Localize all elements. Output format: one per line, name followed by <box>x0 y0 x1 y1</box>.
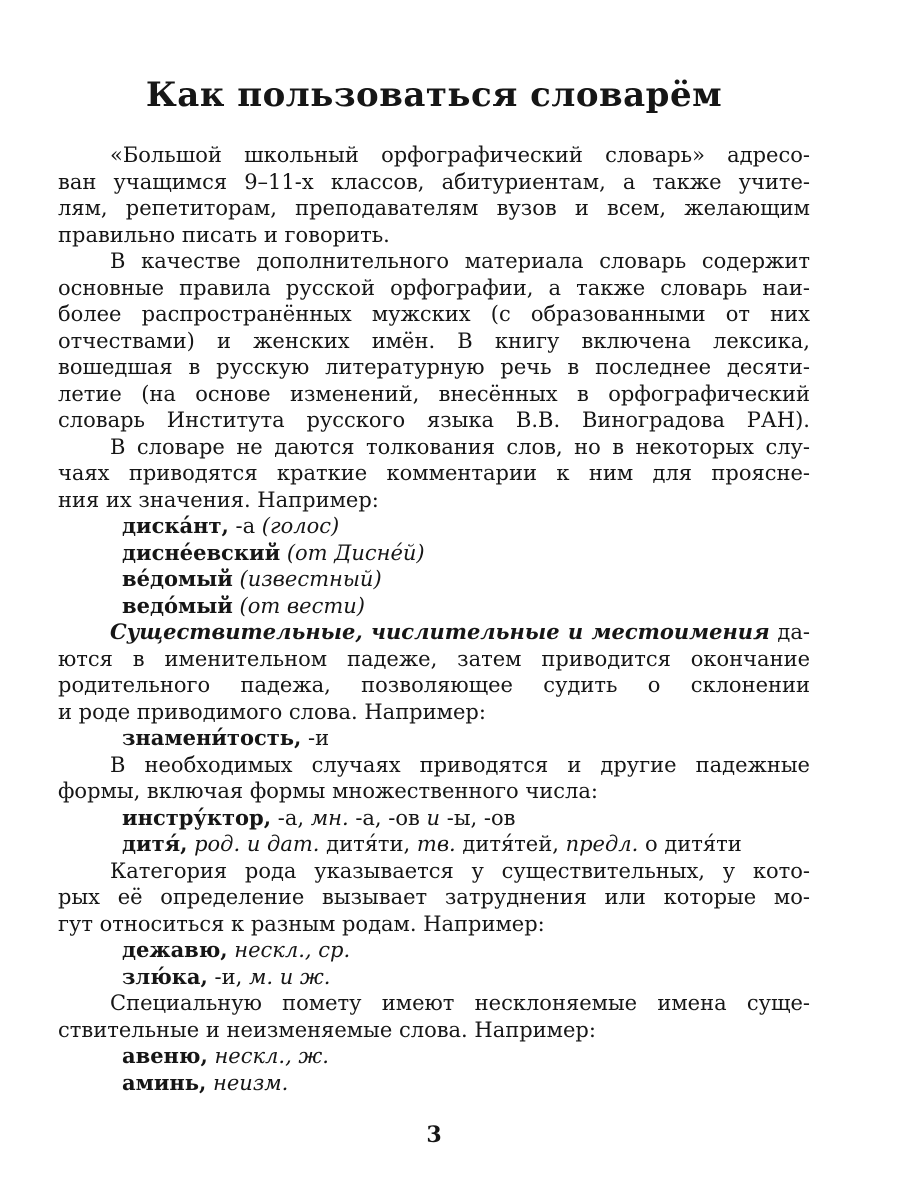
text-segment-b: дитя́, <box>122 831 188 856</box>
text-line <box>58 460 810 487</box>
text-line <box>58 858 810 885</box>
text-segment-r: В необходимых случаях приводятся и другие падежные <box>110 752 810 777</box>
text-segment-i: (от вести) <box>232 593 365 618</box>
paragraph <box>58 858 810 938</box>
example-block <box>58 937 810 990</box>
paragraph <box>58 619 810 725</box>
text-segment-i: (от Дисне́й) <box>280 540 425 565</box>
example-line <box>122 593 810 620</box>
text-line <box>58 990 810 1017</box>
text-line <box>58 407 810 434</box>
example-line <box>122 964 810 991</box>
example-block <box>58 513 810 619</box>
text-segment-r: словарь Института русского языка В.В. Виноградова РАН). <box>58 408 810 432</box>
paragraph <box>58 434 810 514</box>
text-line <box>58 142 810 169</box>
example-line <box>122 805 810 832</box>
text-line <box>58 487 810 514</box>
text-segment-b: злю́ка, <box>122 963 208 989</box>
text-segment-r: ван учащимся 9–11-х классов, абитуриентам, а также учите- <box>58 169 810 194</box>
text-segment-r: Категория рода указывается у существительных, у кото- <box>110 858 810 883</box>
text-segment-r: гут относиться к разным родам. Например: <box>58 911 545 936</box>
text-segment-b: ведо́мый <box>122 592 233 618</box>
text-line <box>58 672 810 699</box>
text-segment-i: (голос) <box>261 514 340 538</box>
text-segment-r: ются в именительном падеже, затем приводится окончание <box>58 646 810 671</box>
text-line <box>58 328 810 355</box>
text-segment-r: дитя́тей, <box>455 832 566 856</box>
text-line <box>58 301 810 328</box>
text-segment-r: «Большой школьный орфографический словарь» адресо- <box>110 143 810 167</box>
example-block <box>58 805 810 858</box>
text-line <box>58 222 810 249</box>
text-segment-r: более распространённых мужских (с образованными от них <box>58 302 810 326</box>
text-segment-i: нескл., ср. <box>227 938 351 962</box>
text-line <box>58 354 810 381</box>
text-segment-r: -а, -ов <box>348 805 427 830</box>
text-segment-i: м. и ж. <box>248 964 331 989</box>
example-line <box>122 540 810 567</box>
example-block <box>58 1043 810 1096</box>
text-segment-r: летие (на основе изменений, внесённых в орфографический <box>58 381 810 406</box>
text-segment-r: рых её определение вызывает затруднения или которые мо- <box>58 885 810 909</box>
text-segment-r: о дитя́ти <box>638 832 742 856</box>
text-segment-r: Специальную помету имеют несклоняемые имена суще- <box>110 991 810 1015</box>
text-segment-i: тв. <box>416 832 456 856</box>
paragraph <box>58 142 810 248</box>
text-line <box>58 248 810 275</box>
text-segment-b: знамени́тость, <box>122 725 302 750</box>
page-number: 3 <box>426 1122 442 1148</box>
text-segment-r: -и <box>301 726 330 750</box>
text-segment-r: да- <box>769 620 810 644</box>
text-segment-i: и <box>426 805 441 830</box>
paragraph <box>58 248 810 434</box>
text-segment-b: дежавю, <box>122 937 228 962</box>
text-segment-r: -и, <box>207 964 249 989</box>
text-segment-r: -а <box>228 514 262 538</box>
text-segment-i: мн. <box>310 805 349 830</box>
example-line <box>122 1070 810 1097</box>
text-segment-r: правильно писать и говорить. <box>58 222 390 247</box>
text-segment-b: дисне́евский <box>122 539 281 565</box>
text-segment-r: чаях приводятся краткие комментарии к ним для проясне- <box>58 461 810 485</box>
text-segment-r: основные правила русской орфографии, а также словарь наи- <box>58 275 810 300</box>
text-line <box>58 275 810 302</box>
text-segment-r: лям, репетиторам, преподавателям вузов и всем, желающим <box>58 196 810 220</box>
text-line <box>58 1017 810 1044</box>
text-segment-r: родительного падежа, позволяющее судить о склонении <box>58 673 810 697</box>
text-segment-b: ве́домый <box>122 566 233 591</box>
text-segment-i: нескл., ж. <box>207 1044 329 1068</box>
text-segment-b: диска́нт, <box>122 513 229 538</box>
example-line <box>122 937 810 964</box>
example-line <box>122 831 810 858</box>
text-segment-r: дитя́ти, <box>319 832 417 856</box>
text-segment-r: В качестве дополнительного материала словарь содержит <box>110 249 810 273</box>
page-title: Как пользоваться словарём <box>145 75 723 115</box>
text-segment-b: инстру́ктор, <box>122 804 272 830</box>
paragraph <box>58 990 810 1043</box>
text-segment-b: авеню, <box>122 1043 208 1068</box>
example-line <box>122 513 810 540</box>
example-block <box>58 725 810 752</box>
text-segment-i: предл. <box>565 832 639 856</box>
text-segment-r: ния их значения. Например: <box>58 487 379 512</box>
example-line <box>122 1043 810 1070</box>
text-segment-b: аминь, <box>122 1069 207 1095</box>
example-line <box>122 725 810 752</box>
text-segment-r: -а, <box>271 805 311 830</box>
text-line <box>58 169 810 196</box>
text-segment-bi: Существительные, числительные и местоимения <box>110 619 770 644</box>
text-line <box>58 381 810 408</box>
example-line <box>122 566 810 593</box>
page-content <box>58 142 810 1096</box>
text-line <box>58 884 810 911</box>
text-line <box>58 911 810 938</box>
text-line <box>58 699 810 726</box>
text-line <box>58 778 810 805</box>
text-line <box>58 195 810 222</box>
text-line <box>58 619 810 646</box>
text-segment-i: род. и дат. <box>187 832 320 856</box>
text-segment-r: формы, включая формы множественного числа: <box>58 779 598 803</box>
text-segment-r: отчествами) и женских имён. В книгу включена лексика, <box>58 328 810 353</box>
text-segment-r: и роде приводимого слова. Например: <box>58 699 486 724</box>
text-segment-i: неизм. <box>206 1070 289 1095</box>
text-segment-r: -ы, -ов <box>440 805 516 830</box>
text-segment-i: (известный) <box>232 567 382 591</box>
text-segment-r: В словаре не даются толкования слов, но в некоторых слу- <box>110 434 810 459</box>
text-segment-r: вошедшая в русскую литературную речь в последнее десяти- <box>58 355 810 379</box>
text-line <box>58 646 810 673</box>
text-line <box>58 752 810 779</box>
text-line <box>58 434 810 461</box>
text-segment-r: ствительные и неизменяемые слова. Например: <box>58 1017 596 1042</box>
paragraph <box>58 752 810 805</box>
